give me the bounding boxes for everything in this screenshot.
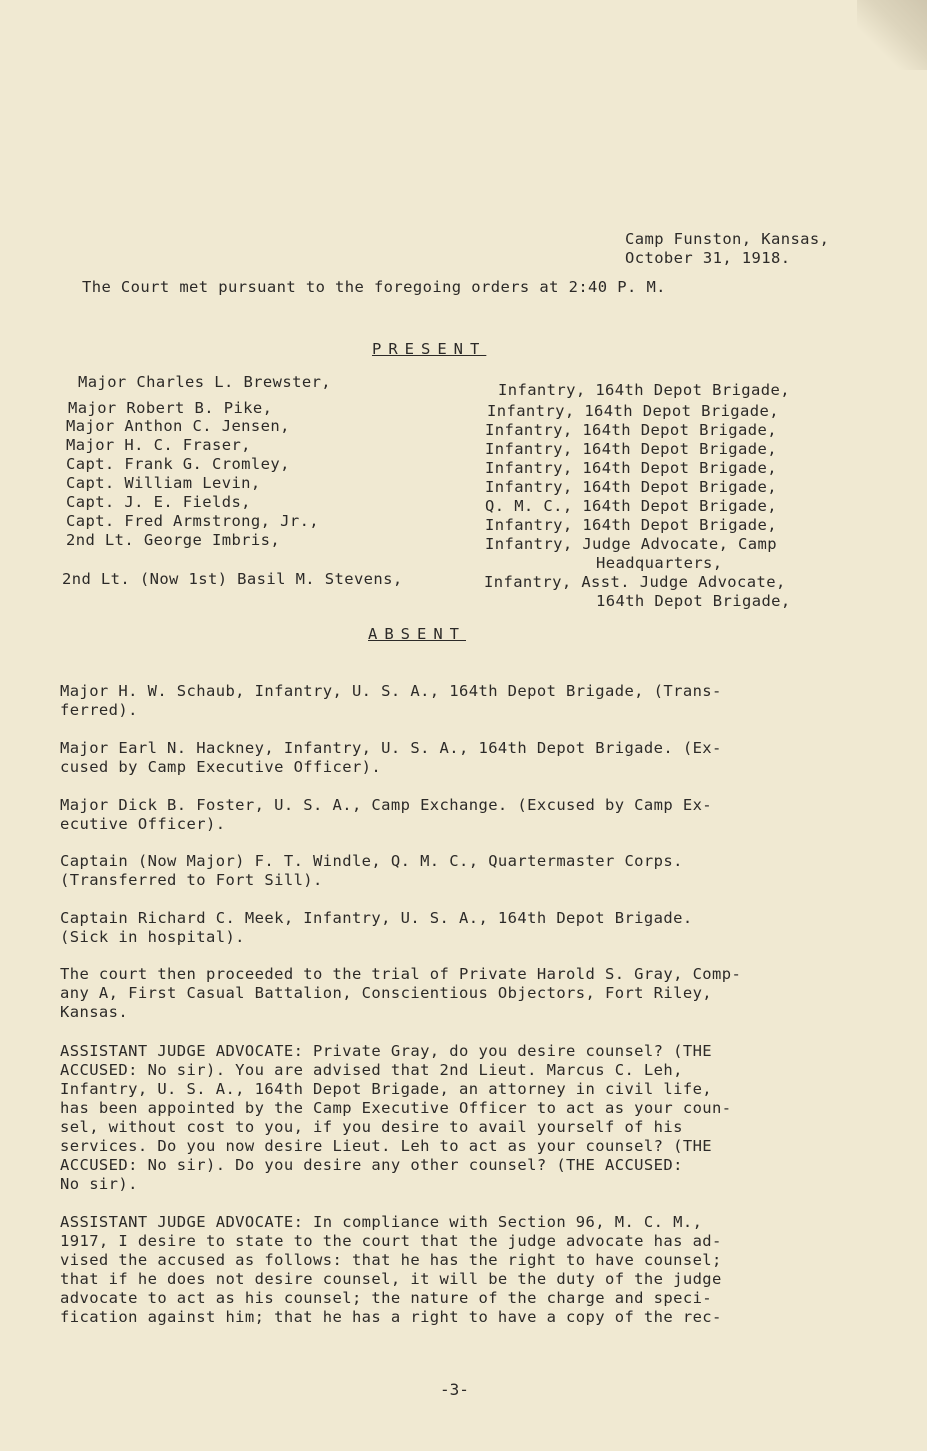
page-corner-fold	[857, 0, 927, 70]
member-name: Major H. C. Fraser,	[66, 436, 251, 454]
member-unit: Infantry, 164th Depot Brigade,	[485, 478, 777, 496]
member-unit: Infantry, 164th Depot Brigade,	[485, 421, 777, 439]
opening-line: The Court met pursuant to the foregoing orders at 2:40 P. M.	[82, 278, 666, 296]
member-unit: Infantry, 164th Depot Brigade,	[485, 516, 777, 534]
member-name: Major Robert B. Pike,	[68, 399, 273, 417]
member-unit: Infantry, 164th Depot Brigade,	[485, 459, 777, 477]
absent-entry: Major H. W. Schaub, Infantry, U. S. A., 164th Depot Brigade, (Trans- ferred).	[60, 682, 722, 719]
absent-heading: ABSENT	[368, 625, 466, 643]
body-paragraph: ASSISTANT JUDGE ADVOCATE: Private Gray, do you desire counsel? (THE ACCUSED: No sir). You are advised that 2nd Lieut. Marcus C. Leh, Infantry, U. S. A., 164th Depot Brigade, an attorney in civil life, has been appointed by the Camp Executive Officer to act as your coun- sel, without cost to you, if you desire to avail yourself of his services. Do you now desire Lieut. Leh to act as your counsel? (THE ACCUSED: No sir). Do you desire any other counsel? (THE ACCUSED: No sir).	[60, 1042, 732, 1193]
absent-entry: Captain (Now Major) F. T. Windle, Q. M. C., Quartermaster Corps. (Transferred to Fort Sill).	[60, 852, 683, 889]
header-place: Camp Funston, Kansas,	[625, 230, 830, 248]
member-name: 2nd Lt. George Imbris,	[66, 531, 281, 549]
absent-entry: Major Dick B. Foster, U. S. A., Camp Exchange. (Excused by Camp Ex- ecutive Officer).	[60, 796, 713, 833]
member-unit: Infantry, 164th Depot Brigade,	[498, 381, 790, 399]
member-unit-continued: Headquarters,	[596, 554, 723, 572]
member-unit: Infantry, 164th Depot Brigade,	[485, 440, 777, 458]
body-paragraph: ASSISTANT JUDGE ADVOCATE: In compliance with Section 96, M. C. M., 1917, I desire to state to the court that the judge advocate has ad- vised the accused as follows: that he has the right to have counsel; that if he does not desire counsel, it will be the duty of the judge advocate to act as his counsel; the nature of the charge and speci- fication against him; that he has a right to have a copy of the rec-	[60, 1213, 722, 1326]
member-unit: Infantry, Asst. Judge Advocate,	[484, 573, 786, 591]
member-name: Capt. William Levin,	[66, 474, 261, 492]
body-paragraph: The court then proceeded to the trial of Private Harold S. Gray, Comp- any A, First Casual Battalion, Conscientious Objectors, Fort Riley, Kansas.	[60, 965, 742, 1021]
absent-entry: Captain Richard C. Meek, Infantry, U. S. A., 164th Depot Brigade. (Sick in hospital).	[60, 909, 693, 946]
header-date: October 31, 1918.	[625, 249, 791, 267]
page-number: -3-	[440, 1380, 469, 1399]
member-name: Capt. J. E. Fields,	[66, 493, 251, 511]
member-name: Major Charles L. Brewster,	[78, 373, 332, 391]
present-heading: PRESENT	[372, 340, 487, 358]
member-name: Capt. Frank G. Cromley,	[66, 455, 290, 473]
member-unit: Infantry, 164th Depot Brigade,	[487, 402, 779, 420]
member-unit: Infantry, Judge Advocate, Camp	[485, 535, 777, 553]
absent-entry: Major Earl N. Hackney, Infantry, U. S. A., 164th Depot Brigade. (Ex- cused by Camp Executive Officer).	[60, 739, 722, 776]
member-name: Capt. Fred Armstrong, Jr.,	[66, 512, 320, 530]
member-unit-continued: 164th Depot Brigade,	[596, 592, 791, 610]
member-name: 2nd Lt. (Now 1st) Basil M. Stevens,	[62, 570, 403, 588]
member-name: Major Anthon C. Jensen,	[66, 417, 290, 435]
member-unit: Q. M. C., 164th Depot Brigade,	[485, 497, 777, 515]
